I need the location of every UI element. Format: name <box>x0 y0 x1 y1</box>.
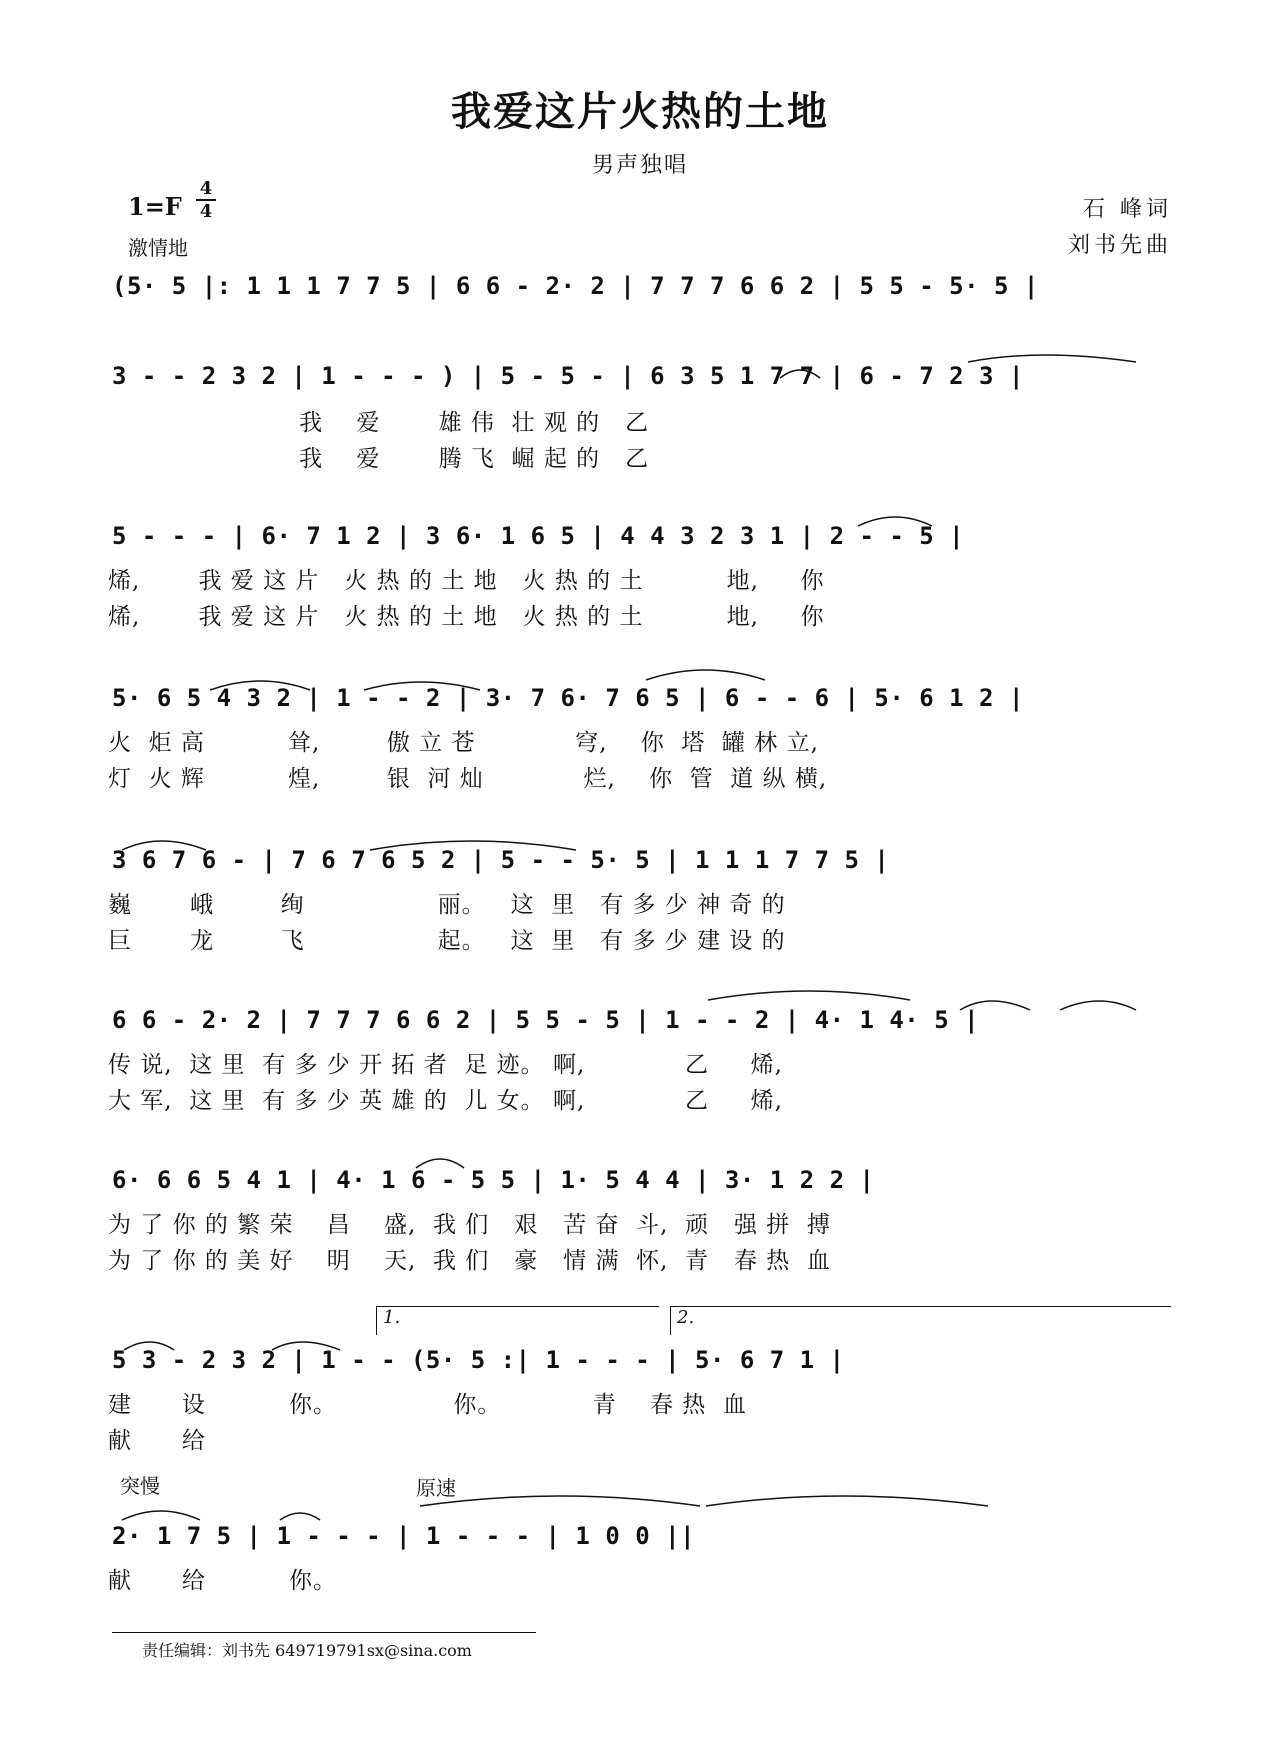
notation-line-5: 3 6 7 6 - | 7 6 7 6 5 2 | 5 - - 5· 5 | 1 1 1 7 7 5 | <box>112 846 890 874</box>
notation-line-2: 3 - - 2 3 2 | 1 - - - ) | 5 - 5 - | 6 3 5 1 7 7 | 6 - 7 2 3 | <box>112 362 1024 390</box>
slur-mark <box>708 991 910 1000</box>
notation-line-1: (5· 5 |: 1 1 1 7 7 5 | 6 6 - 2· 2 | 7 7 7 6 6 2 | 5 5 - 5· 5 | <box>112 272 1039 300</box>
slur-mark <box>280 1513 320 1520</box>
lyric-line-2b: 我 爱 腾 飞 崛 起 的 乙 <box>108 446 650 472</box>
time-signature-top: 4 <box>199 178 213 199</box>
notation-line-7: 6· 6 6 5 4 1 | 4· 1 6 - 5 5 | 1· 5 4 4 | 3· 1 2 2 | <box>112 1166 875 1194</box>
lyric-line-4b: 灯 火 辉 煌, 银 河 灿 烂, 你 管 道 纵 横, <box>108 766 828 792</box>
lyric-line-6b: 大 军, 这 里 有 多 少 英 雄 的 儿 女。 啊, 乙 烯, <box>108 1088 783 1114</box>
slur-mark <box>420 1496 700 1506</box>
key-signature: 1=F <box>128 192 182 221</box>
slur-mark <box>122 1511 200 1520</box>
lyric-line-3a: 烯, 我 爱 这 片 火 热 的 土 地 火 热 的 土 地, 你 <box>108 568 825 594</box>
slur-mark <box>646 670 765 680</box>
lyric-line-3b: 烯, 我 爱 这 片 火 热 的 土 地 火 热 的 土 地, 你 <box>108 604 825 630</box>
time-signature <box>196 178 216 222</box>
time-signature-bottom: 4 <box>196 199 216 222</box>
lyricist-credit: 石 峰词 <box>1083 197 1172 222</box>
lyric-line-8b: 献 给 <box>108 1428 206 1454</box>
footer-credit: 责任编辑：刘书先 649719791sx@sina.com <box>142 1641 472 1660</box>
lyric-line-8a: 建 设 你。 你。 青 春 热 血 <box>108 1392 747 1418</box>
volta-bracket-1 <box>376 1306 659 1335</box>
volta-label-1: 1. <box>383 1307 401 1328</box>
notation-line-4: 5· 6 5 4 3 2 | 1 - - 2 | 3· 7 6· 7 6 5 | 6 - - 6 | 5· 6 1 2 | <box>112 684 1024 712</box>
lyric-line-7b: 为 了 你 的 美 好 明 天, 我 们 豪 情 满 怀, 青 春 热 血 <box>108 1248 831 1274</box>
slur-mark <box>706 1496 988 1506</box>
page-title: 我爱这片火热的土地 <box>451 89 829 135</box>
notation-line-6: 6 6 - 2· 2 | 7 7 7 6 6 2 | 5 5 - 5 | 1 - - 2 | 4· 1 4· 5 | <box>112 1006 980 1034</box>
slur-mark <box>968 355 1136 362</box>
notation-line-3: 5 - - - | 6· 7 1 2 | 3 6· 1 6 5 | 4 4 3 2 3 1 | 2 - - 5 | <box>112 522 965 550</box>
notation-line-9: 2· 1 7 5 | 1 - - - | 1 - - - | 1 0 0 || <box>112 1522 696 1550</box>
subtitle: 男声独唱 <box>591 153 688 178</box>
lyric-line-7a: 为 了 你 的 繁 荣 昌 盛, 我 们 艰 苦 奋 斗, 顽 强 拼 搏 <box>108 1212 831 1238</box>
lyric-line-2a: 我 爱 雄 伟 壮 观 的 乙 <box>108 410 650 436</box>
lyric-line-9a: 献 给 你。 <box>108 1568 337 1594</box>
lyric-line-5a: 巍 峨 绚 丽。 这 里 有 多 少 神 奇 的 <box>108 892 786 918</box>
lyric-line-5b: 巨 龙 飞 起。 这 里 有 多 少 建 设 的 <box>108 928 786 954</box>
composer-credit: 刘书先曲 <box>1067 233 1172 258</box>
lyric-line-4a: 火 炬 高 耸, 傲 立 苍 穹, 你 塔 罐 林 立, <box>108 730 819 756</box>
lyric-line-6a: 传 说, 这 里 有 多 少 开 拓 者 足 迹。 啊, 乙 烯, <box>108 1052 783 1078</box>
notation-line-8: 5 3 - 2 3 2 | 1 - - (5· 5 :| 1 - - - | 5· 6 7 1 | <box>112 1346 845 1374</box>
a-tempo-marking: 原速 <box>416 1476 456 1500</box>
volta-label-2: 2. <box>677 1307 695 1328</box>
volta-bracket-2 <box>670 1306 1171 1335</box>
tempo-marking: 激情地 <box>128 236 188 260</box>
sudden-slow-marking: 突慢 <box>120 1474 160 1498</box>
footer-divider <box>112 1632 536 1633</box>
